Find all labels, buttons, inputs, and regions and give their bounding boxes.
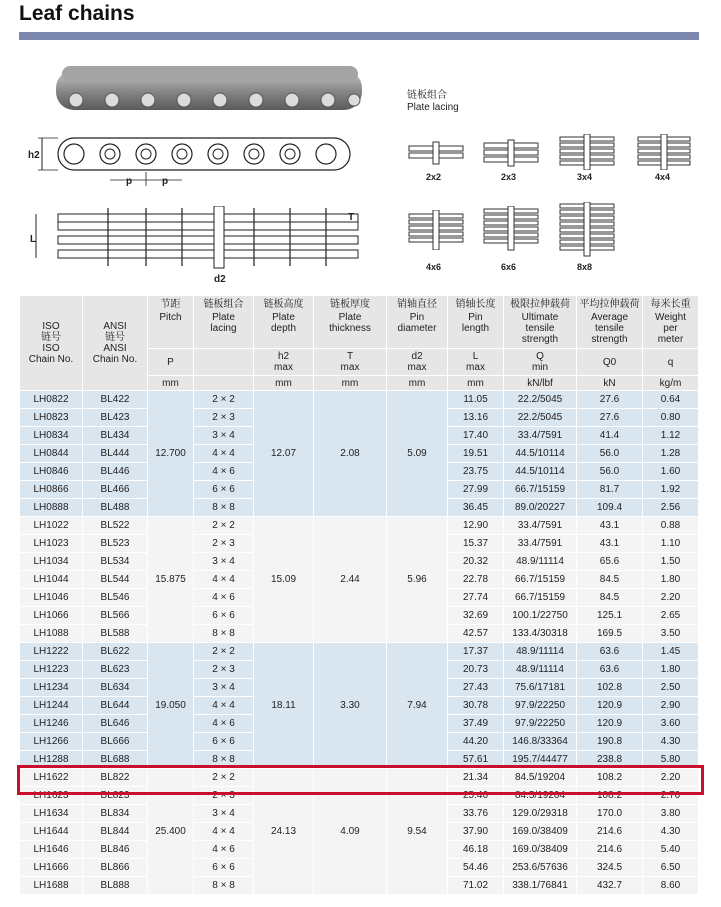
ansi-chain-no: BL522 <box>83 517 148 535</box>
header-label-cn: 链板厚度 <box>330 299 370 310</box>
pitch-value: 12.700 <box>148 391 194 517</box>
leaf-chain-spec-table <box>19 295 699 895</box>
lacing-2x3-label: 2x3 <box>501 172 517 182</box>
weight-value: 2.20 <box>643 769 699 787</box>
ultimate-strength-value: 146.8/33364 <box>504 733 577 751</box>
ultimate-strength-value: 253.6/57636 <box>504 859 577 877</box>
iso-chain-no: LH0844 <box>20 445 83 463</box>
pin-length-value: 22.78 <box>448 571 504 589</box>
weight-value: 1.12 <box>643 427 699 445</box>
lacing-8x8-label: 8x8 <box>577 262 593 272</box>
plate-lacing-value: 3 × 4 <box>194 805 254 823</box>
header-symbol: P <box>148 349 194 376</box>
iso-chain-no: LH1644 <box>20 823 83 841</box>
plate-lacing-value: 2 × 3 <box>194 535 254 553</box>
plate-thickness-value: 4.09 <box>314 769 387 895</box>
table-row <box>20 643 699 661</box>
plate-lacing-value: 3 × 4 <box>194 679 254 697</box>
header-label-cn: ANSI 链号 <box>103 321 127 343</box>
weight-value: 3.50 <box>643 625 699 643</box>
header-unit: mm <box>387 376 448 391</box>
average-strength-value: 108.2 <box>577 787 643 805</box>
average-strength-value: 56.0 <box>577 445 643 463</box>
ultimate-strength-value: 22.2/5045 <box>504 409 577 427</box>
plate-lacing-value: 4 × 6 <box>194 589 254 607</box>
ansi-chain-no: BL646 <box>83 715 148 733</box>
pin-diameter-value: 5.09 <box>387 391 448 517</box>
average-strength-value: 27.6 <box>577 391 643 409</box>
plate-lacing-title <box>407 90 459 114</box>
header-label-en: Average tensile strength <box>590 312 629 345</box>
header-label-en: Plate thickness <box>329 312 371 334</box>
header-label-en: Ultimate tensile strength <box>521 312 559 345</box>
average-strength-value: 65.6 <box>577 553 643 571</box>
header-cell <box>448 296 504 349</box>
header-cell <box>504 296 577 349</box>
ultimate-strength-value: 169.0/38409 <box>504 823 577 841</box>
pin-length-value: 46.18 <box>448 841 504 859</box>
ultimate-strength-value: 66.7/15159 <box>504 481 577 499</box>
pin-length-value: 17.37 <box>448 643 504 661</box>
plate-lacing-value: 2 × 3 <box>194 787 254 805</box>
ansi-chain-no: BL846 <box>83 841 148 859</box>
ansi-chain-no: BL544 <box>83 571 148 589</box>
average-strength-value: 102.8 <box>577 679 643 697</box>
plate-lacing-value: 2 × 2 <box>194 769 254 787</box>
ultimate-strength-value: 129.0/29318 <box>504 805 577 823</box>
plate-lacing-value: 6 × 6 <box>194 859 254 877</box>
iso-chain-no: LH1088 <box>20 625 83 643</box>
plate-lacing-value: 6 × 6 <box>194 733 254 751</box>
lacing-4x6-icon <box>407 210 467 250</box>
pin-length-value: 20.73 <box>448 661 504 679</box>
plate-depth-value: 15.09 <box>254 517 314 643</box>
pin-length-value: 12.90 <box>448 517 504 535</box>
ansi-chain-no: BL844 <box>83 823 148 841</box>
table-body <box>20 391 699 895</box>
header-label-cn: 链板高度 <box>263 299 304 310</box>
average-strength-value: 43.1 <box>577 517 643 535</box>
ansi-chain-no: BL866 <box>83 859 148 877</box>
pin-length-value: 57.61 <box>448 751 504 769</box>
lacing-2x2-icon <box>407 138 467 168</box>
lacing-6x6-icon <box>482 206 542 252</box>
plate-lacing-value: 4 × 4 <box>194 697 254 715</box>
ansi-chain-no: BL566 <box>83 607 148 625</box>
pitch-value: 19.050 <box>148 643 194 769</box>
plate-lacing-title-cn: 链板组合 <box>407 90 447 101</box>
plate-thickness-value: 3.30 <box>314 643 387 769</box>
iso-chain-no: LH1688 <box>20 877 83 895</box>
top-view-drawing <box>28 206 368 286</box>
lacing-4x4-label: 4x4 <box>655 172 671 182</box>
ansi-chain-no: BL534 <box>83 553 148 571</box>
page-title: Leaf chains <box>19 2 135 25</box>
header-label-cn: 平均拉伸载荷 <box>579 299 640 310</box>
iso-chain-no: LH1046 <box>20 589 83 607</box>
plate-lacing-value: 4 × 4 <box>194 823 254 841</box>
iso-chain-no: LH1034 <box>20 553 83 571</box>
iso-chain-no: LH1266 <box>20 733 83 751</box>
average-strength-value: 432.7 <box>577 877 643 895</box>
pin-length-value: 32.69 <box>448 607 504 625</box>
weight-value: 2.50 <box>643 679 699 697</box>
ultimate-strength-value: 48.9/11114 <box>504 661 577 679</box>
plate-lacing-value: 6 × 6 <box>194 481 254 499</box>
iso-chain-no: LH1622 <box>20 769 83 787</box>
pin-length-value: 27.43 <box>448 679 504 697</box>
ultimate-strength-value: 100.1/22750 <box>504 607 577 625</box>
ultimate-strength-value: 338.1/76841 <box>504 877 577 895</box>
iso-chain-no: LH1288 <box>20 751 83 769</box>
dim-p-label-1: p <box>126 176 133 187</box>
pin-length-value: 20.32 <box>448 553 504 571</box>
ultimate-strength-value: 97.9/22250 <box>504 697 577 715</box>
iso-chain-no: LH1222 <box>20 643 83 661</box>
plate-lacing-value: 2 × 3 <box>194 409 254 427</box>
lacing-6x6-label: 6x6 <box>501 262 517 272</box>
header-label-en: ISO Chain No. <box>28 343 74 365</box>
plate-lacing-value: 3 × 4 <box>194 553 254 571</box>
iso-chain-no: LH1022 <box>20 517 83 535</box>
iso-chain-no: LH0834 <box>20 427 83 445</box>
header-label-cn: 销轴直径 <box>397 299 437 310</box>
header-symbol: q <box>643 349 699 376</box>
weight-value: 6.50 <box>643 859 699 877</box>
average-strength-value: 169.5 <box>577 625 643 643</box>
weight-value: 1.10 <box>643 535 699 553</box>
header-symbol: Q0 <box>577 349 643 376</box>
plate-depth-value: 18.11 <box>254 643 314 769</box>
weight-value: 1.50 <box>643 553 699 571</box>
iso-chain-no: LH0888 <box>20 499 83 517</box>
table-header <box>20 296 699 391</box>
weight-value: 0.64 <box>643 391 699 409</box>
ultimate-strength-value: 44.5/10114 <box>504 445 577 463</box>
plate-lacing-value: 8 × 8 <box>194 751 254 769</box>
plate-depth-value: 12.07 <box>254 391 314 517</box>
ansi-chain-no: BL434 <box>83 427 148 445</box>
header-unit: kg/m <box>643 376 699 391</box>
chain-photo <box>50 62 370 122</box>
ansi-chain-no: BL623 <box>83 661 148 679</box>
ultimate-strength-value: 33.4/7591 <box>504 517 577 535</box>
average-strength-value: 63.6 <box>577 661 643 679</box>
header-symbol <box>194 349 254 376</box>
ansi-chain-no: BL546 <box>83 589 148 607</box>
ultimate-strength-value: 84.5/19204 <box>504 769 577 787</box>
weight-value: 3.80 <box>643 805 699 823</box>
weight-value: 5.80 <box>643 751 699 769</box>
highlight-box-lh1622-row <box>17 765 704 795</box>
pin-length-value: 23.75 <box>448 463 504 481</box>
weight-value: 2.90 <box>643 697 699 715</box>
average-strength-value: 214.6 <box>577 841 643 859</box>
iso-chain-no: LH0822 <box>20 391 83 409</box>
ultimate-strength-value: 97.9/22250 <box>504 715 577 733</box>
header-cell <box>643 296 699 349</box>
plate-lacing-value: 8 × 8 <box>194 877 254 895</box>
plate-lacing-value: 2 × 2 <box>194 643 254 661</box>
pin-length-value: 19.51 <box>448 445 504 463</box>
average-strength-value: 81.7 <box>577 481 643 499</box>
ansi-chain-no: BL523 <box>83 535 148 553</box>
average-strength-value: 109.4 <box>577 499 643 517</box>
ansi-chain-no: BL634 <box>83 679 148 697</box>
header-label-en: Pitch <box>159 312 182 323</box>
header-cell <box>148 296 194 349</box>
pin-length-value: 11.05 <box>448 391 504 409</box>
weight-value: 8.60 <box>643 877 699 895</box>
plate-thickness-value: 2.08 <box>314 391 387 517</box>
ultimate-strength-value: 33.4/7591 <box>504 427 577 445</box>
lacing-4x6-label: 4x6 <box>426 262 442 272</box>
pitch-value: 25.400 <box>148 769 194 895</box>
plate-lacing-value: 3 × 4 <box>194 427 254 445</box>
iso-chain-no: LH0866 <box>20 481 83 499</box>
header-symbol: h2 max <box>254 349 314 376</box>
side-view-drawing <box>28 128 368 198</box>
weight-value: 3.60 <box>643 715 699 733</box>
weight-value: 0.80 <box>643 409 699 427</box>
dim-p-label-2: p <box>162 176 169 187</box>
weight-value: 1.80 <box>643 661 699 679</box>
iso-chain-no: LH0823 <box>20 409 83 427</box>
header-symbol: d2 max <box>387 349 448 376</box>
average-strength-value: 43.1 <box>577 535 643 553</box>
average-strength-value: 238.8 <box>577 751 643 769</box>
pin-length-value: 17.40 <box>448 427 504 445</box>
pin-diameter-value: 5.96 <box>387 517 448 643</box>
ansi-chain-no: BL688 <box>83 751 148 769</box>
pin-length-value: 33.76 <box>448 805 504 823</box>
average-strength-value: 125.1 <box>577 607 643 625</box>
ultimate-strength-value: 89.0/20227 <box>504 499 577 517</box>
lacing-3x4-label: 3x4 <box>577 172 593 182</box>
header-unit: mm <box>254 376 314 391</box>
pin-length-value: 71.02 <box>448 877 504 895</box>
title-divider-bar <box>19 32 699 40</box>
ansi-chain-no: BL446 <box>83 463 148 481</box>
average-strength-value: 27.6 <box>577 409 643 427</box>
iso-chain-no: LH1634 <box>20 805 83 823</box>
weight-value: 1.80 <box>643 571 699 589</box>
header-unit: mm <box>448 376 504 391</box>
ansi-chain-no: BL834 <box>83 805 148 823</box>
header-symbol: T max <box>314 349 387 376</box>
ansi-chain-no: BL422 <box>83 391 148 409</box>
pin-length-value: 54.46 <box>448 859 504 877</box>
header-cell <box>254 296 314 349</box>
lacing-3x4-icon <box>558 134 618 170</box>
average-strength-value: 190.8 <box>577 733 643 751</box>
average-strength-value: 56.0 <box>577 463 643 481</box>
ansi-chain-no: BL666 <box>83 733 148 751</box>
plate-depth-value: 24.13 <box>254 769 314 895</box>
header-cell <box>314 296 387 349</box>
header-unit: mm <box>314 376 387 391</box>
pin-diameter-value: 9.54 <box>387 769 448 895</box>
weight-value: 1.28 <box>643 445 699 463</box>
ultimate-strength-value: 48.9/11114 <box>504 643 577 661</box>
iso-chain-no: LH1244 <box>20 697 83 715</box>
ansi-chain-no: BL622 <box>83 643 148 661</box>
plate-lacing-value: 4 × 6 <box>194 715 254 733</box>
plate-lacing-value: 4 × 4 <box>194 445 254 463</box>
ansi-chain-no: BL423 <box>83 409 148 427</box>
pin-length-value: 30.78 <box>448 697 504 715</box>
pin-length-value: 44.20 <box>448 733 504 751</box>
header-label-en: ANSI Chain No. <box>92 343 138 365</box>
plate-lacing-value: 8 × 8 <box>194 499 254 517</box>
weight-value: 5.40 <box>643 841 699 859</box>
plate-lacing-value: 8 × 8 <box>194 625 254 643</box>
plate-lacing-value: 4 × 6 <box>194 463 254 481</box>
ansi-chain-no: BL466 <box>83 481 148 499</box>
pin-length-value: 37.49 <box>448 715 504 733</box>
dim-d2-label: d2 <box>214 274 226 285</box>
ultimate-strength-value: 84.5/19204 <box>504 787 577 805</box>
table-row <box>20 517 699 535</box>
average-strength-value: 120.9 <box>577 697 643 715</box>
average-strength-value: 120.9 <box>577 715 643 733</box>
lacing-2x3-icon <box>482 138 542 168</box>
header-symbol: Q min <box>504 349 577 376</box>
pin-length-value: 15.37 <box>448 535 504 553</box>
header-label-en: Pin length <box>461 312 490 334</box>
weight-value: 4.30 <box>643 733 699 751</box>
ultimate-strength-value: 66.7/15159 <box>504 589 577 607</box>
header-unit: kN <box>577 376 643 391</box>
dim-T-label: T <box>348 212 355 223</box>
ansi-chain-no: BL822 <box>83 769 148 787</box>
header-label-en: Pin diameter <box>397 312 437 334</box>
average-strength-value: 63.6 <box>577 643 643 661</box>
iso-chain-no: LH1666 <box>20 859 83 877</box>
pin-length-value: 13.16 <box>448 409 504 427</box>
ansi-chain-no: BL488 <box>83 499 148 517</box>
average-strength-value: 84.5 <box>577 571 643 589</box>
weight-value: 2.65 <box>643 607 699 625</box>
header-cell <box>387 296 448 349</box>
pin-length-value: 42.57 <box>448 625 504 643</box>
header-cell <box>577 296 643 349</box>
ultimate-strength-value: 75.6/17181 <box>504 679 577 697</box>
header-label-cn: 链板组合 <box>203 299 244 310</box>
weight-value: 2.20 <box>643 589 699 607</box>
weight-value: 1.45 <box>643 643 699 661</box>
ultimate-strength-value: 48.9/11114 <box>504 553 577 571</box>
ultimate-strength-value: 44.5/10114 <box>504 463 577 481</box>
iso-chain-no: LH1044 <box>20 571 83 589</box>
lacing-2x2-label: 2x2 <box>426 172 442 182</box>
ansi-chain-no: BL444 <box>83 445 148 463</box>
iso-chain-no: LH1246 <box>20 715 83 733</box>
header-label-cn: 节距 <box>160 299 181 310</box>
ansi-chain-no: BL888 <box>83 877 148 895</box>
pin-length-value: 27.99 <box>448 481 504 499</box>
ultimate-strength-value: 22.2/5045 <box>504 391 577 409</box>
average-strength-value: 41.4 <box>577 427 643 445</box>
average-strength-value: 214.6 <box>577 823 643 841</box>
weight-value: 1.60 <box>643 463 699 481</box>
header-label-cn: 销轴长度 <box>455 299 496 310</box>
iso-chain-no: LH0846 <box>20 463 83 481</box>
iso-chain-no: LH1646 <box>20 841 83 859</box>
pin-length-value: 25.46 <box>448 787 504 805</box>
lacing-4x4-icon <box>636 134 694 170</box>
header-cell <box>83 296 148 391</box>
ansi-chain-no: BL644 <box>83 697 148 715</box>
plate-thickness-value: 2.44 <box>314 517 387 643</box>
average-strength-value: 324.5 <box>577 859 643 877</box>
plate-lacing-value: 2 × 3 <box>194 661 254 679</box>
table-row <box>20 391 699 409</box>
header-label-cn: 极限拉伸载荷 <box>510 299 570 310</box>
plate-lacing-value: 2 × 2 <box>194 517 254 535</box>
header-symbol: L max <box>448 349 504 376</box>
ultimate-strength-value: 33.4/7591 <box>504 535 577 553</box>
plate-lacing-value: 2 × 2 <box>194 391 254 409</box>
pin-diameter-value: 7.94 <box>387 643 448 769</box>
ultimate-strength-value: 133.4/30318 <box>504 625 577 643</box>
plate-lacing-value: 4 × 4 <box>194 571 254 589</box>
header-unit: kN/lbf <box>504 376 577 391</box>
ultimate-strength-value: 195.7/44477 <box>504 751 577 769</box>
ultimate-strength-value: 66.7/15159 <box>504 571 577 589</box>
plate-lacing-value: 6 × 6 <box>194 607 254 625</box>
plate-lacing-title-en: Plate lacing <box>407 102 459 113</box>
plate-lacing-value: 4 × 6 <box>194 841 254 859</box>
iso-chain-no: LH1023 <box>20 535 83 553</box>
pin-length-value: 27.74 <box>448 589 504 607</box>
pin-length-value: 36.45 <box>448 499 504 517</box>
ultimate-strength-value: 169.0/38409 <box>504 841 577 859</box>
average-strength-value: 108.2 <box>577 769 643 787</box>
ansi-chain-no: BL588 <box>83 625 148 643</box>
header-label-en: Plate lacing <box>210 312 237 334</box>
lacing-8x8-icon <box>558 202 618 258</box>
average-strength-value: 84.5 <box>577 589 643 607</box>
iso-chain-no: LH1234 <box>20 679 83 697</box>
header-cell <box>20 296 83 391</box>
weight-value: 2.56 <box>643 499 699 517</box>
iso-chain-no: LH1223 <box>20 661 83 679</box>
header-unit <box>194 376 254 391</box>
header-label-cn: ISO 链号 <box>41 321 61 343</box>
iso-chain-no: LH1623 <box>20 787 83 805</box>
dim-h2-label: h2 <box>28 150 40 161</box>
header-cell <box>194 296 254 349</box>
average-strength-value: 170.0 <box>577 805 643 823</box>
pin-length-value: 21.34 <box>448 769 504 787</box>
iso-chain-no: LH1066 <box>20 607 83 625</box>
ansi-chain-no: BL823 <box>83 787 148 805</box>
header-label-cn: 每米长重 <box>650 299 691 310</box>
weight-value: 2.70 <box>643 787 699 805</box>
pin-length-value: 37.90 <box>448 823 504 841</box>
weight-value: 0.88 <box>643 517 699 535</box>
dim-L-label: L <box>30 234 37 245</box>
header-label-en: Weight per meter <box>655 312 686 345</box>
weight-value: 1.92 <box>643 481 699 499</box>
pitch-value: 15.875 <box>148 517 194 643</box>
header-unit: mm <box>148 376 194 391</box>
weight-value: 4.30 <box>643 823 699 841</box>
header-label-en: Plate depth <box>270 312 297 334</box>
